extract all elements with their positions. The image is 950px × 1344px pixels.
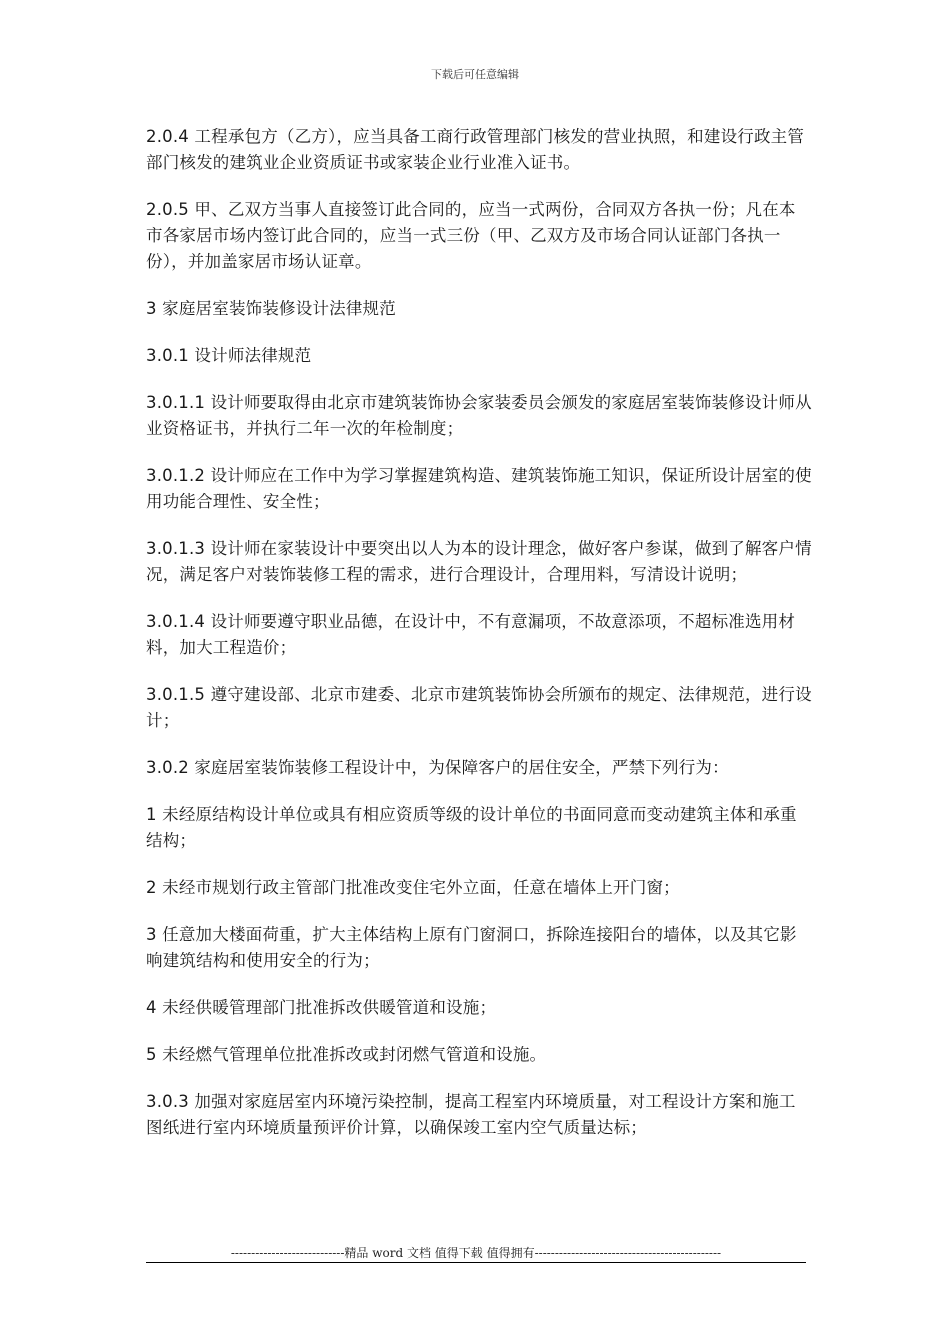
list-item-2: 2 未经市规划行政主管部门批准改变住宅外立面，任意在墙体上开门窗； [146, 878, 680, 897]
footer-divider [146, 1262, 806, 1263]
paragraph-2-0-4: 2.0.4 工程承包方（乙方），应当具备工商行政管理部门核发的营业执照，和建设行政主管部门核发的建筑业企业资质证书或家装企业行业准入证书。 [146, 127, 805, 172]
paragraph-3-0-1-1: 3.0.1.1 设计师要取得由北京市建筑装饰协会家装委员会颁发的家庭居室装饰装修设计师从业资格证书，并执行二年一次的年检制度； [146, 393, 812, 438]
paragraph-3-0-1-2: 3.0.1.2 设计师应在工作中为学习掌握建筑构造、建筑装饰施工知识，保证所设计居室的使用功能合理性、安全性； [146, 466, 812, 511]
paragraph-3-0-1-4: 3.0.1.4 设计师要遵守职业品德，在设计中，不有意漏项，不故意添项，不超标准选用材料，加大工程造价； [146, 612, 796, 657]
paragraph-2-0-5: 2.0.5 甲、乙双方当事人直接签订此合同的，应当一式两份，合同双方各执一份；凡在本市各家居市场内签订此合同的，应当一式三份（甲、乙双方及市场合同认证部门各执一份），并加盖家居市场认证章。 [146, 200, 796, 271]
list-item-5: 5 未经燃气管理单位批准拆改或封闭燃气管道和设施。 [146, 1045, 547, 1064]
page-header: 下载后可任意编辑 [431, 68, 519, 81]
list-item-1: 1 未经原结构设计单位或具有相应资质等级的设计单位的书面同意而变动建筑主体和承重结构； [146, 805, 797, 850]
paragraph-3-0-1-3: 3.0.1.3 设计师在家装设计中要突出以人为本的设计理念，做好客户参谋，做到了解客户情况，满足客户对装饰装修工程的需求，进行合理设计，合理用料，写清设计说明； [146, 539, 812, 584]
paragraph-3-0-3: 3.0.3 加强对家庭居室内环境污染控制，提高工程室内环境质量，对工程设计方案和施工图纸进行室内环境质量预评价计算，以确保竣工室内空气质量达标； [146, 1092, 796, 1137]
list-item-4: 4 未经供暖管理部门批准拆改供暖管道和设施； [146, 998, 497, 1017]
paragraph-3-0-2: 3.0.2 家庭居室装饰装修工程设计中，为保障客户的居住安全，严禁下列行为： [146, 758, 729, 777]
page-footer: ----------------------------精品 word 文档 值得下载 值得拥有---------------------------------------------- [230, 1246, 722, 1260]
paragraph-3-0-1-5: 3.0.1.5 遵守建设部、北京市建委、北京市建筑装饰协会所颁布的规定、法律规范，进行设计； [146, 685, 812, 730]
document-body [146, 124, 812, 1162]
subsection-heading-3-0-1: 3.0.1 设计师法律规范 [146, 346, 312, 365]
list-item-3: 3 任意加大楼面荷重，扩大主体结构上原有门窗洞口，拆除连接阳台的墙体，以及其它影响建筑结构和使用安全的行为； [146, 925, 797, 970]
section-heading-3: 3 家庭居室装饰装修设计法律规范 [146, 299, 396, 318]
